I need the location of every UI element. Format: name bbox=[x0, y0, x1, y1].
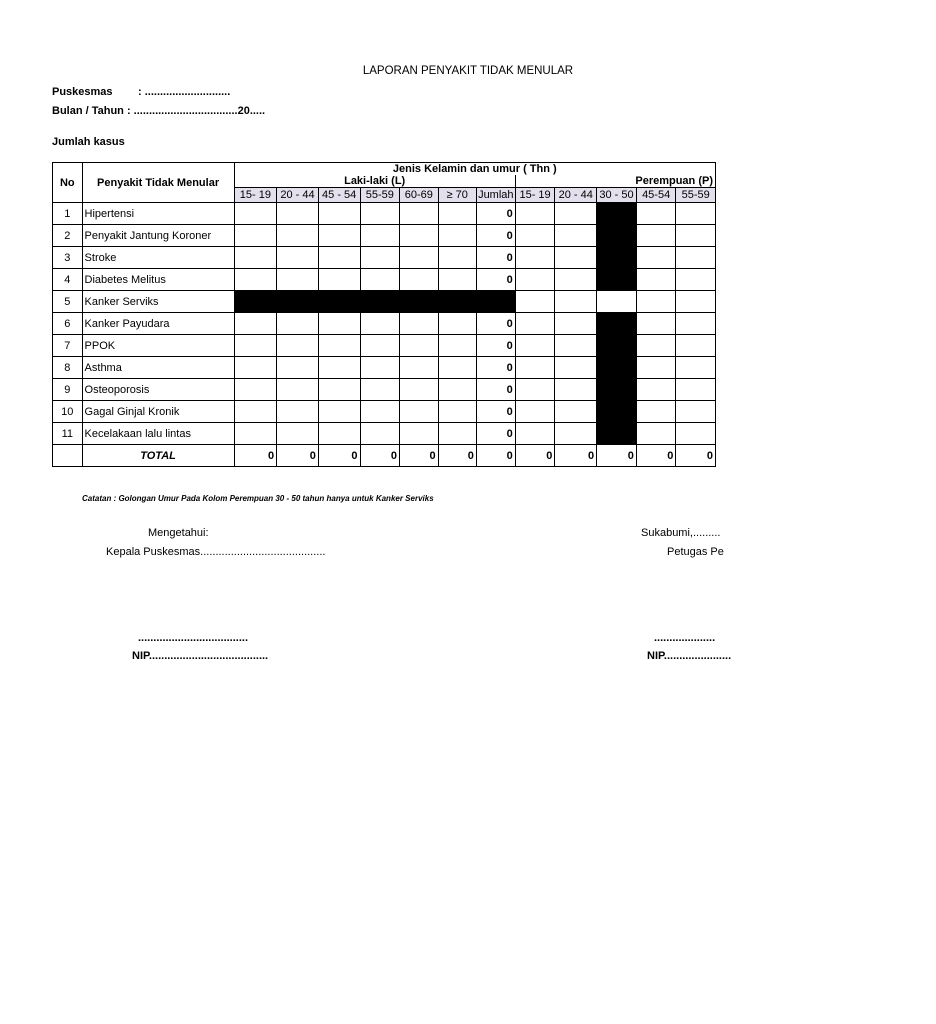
total-cell: 0 bbox=[476, 445, 515, 467]
row-disease-name: Gagal Ginjal Kronik bbox=[82, 401, 234, 423]
female-header: Perempuan (P) bbox=[515, 175, 715, 188]
data-cell bbox=[277, 423, 319, 445]
data-cell bbox=[438, 269, 476, 291]
total-cell: 0 bbox=[234, 445, 277, 467]
row-disease-name: Diabetes Melitus bbox=[82, 269, 234, 291]
nip-left: NIP....................................... bbox=[132, 650, 269, 662]
data-cell bbox=[318, 335, 360, 357]
total-cell: 0 bbox=[636, 445, 676, 467]
row-disease-name: Penyakit Jantung Koroner bbox=[82, 225, 234, 247]
data-cell bbox=[400, 269, 439, 291]
data-cell bbox=[515, 291, 555, 313]
data-cell bbox=[234, 423, 277, 445]
data-cell bbox=[318, 423, 360, 445]
total-cell: 0 bbox=[438, 445, 476, 467]
nip-right: NIP...................... bbox=[647, 650, 732, 662]
data-cell bbox=[636, 269, 676, 291]
data-cell bbox=[360, 247, 400, 269]
table-row bbox=[53, 203, 716, 225]
blocked-cell bbox=[318, 291, 360, 313]
header-row-1 bbox=[53, 163, 716, 176]
data-cell bbox=[555, 291, 597, 313]
data-cell bbox=[438, 401, 476, 423]
data-cell bbox=[555, 313, 597, 335]
data-cell bbox=[318, 247, 360, 269]
data-cell bbox=[234, 203, 277, 225]
data-cell bbox=[277, 335, 319, 357]
data-cell bbox=[277, 401, 319, 423]
total-cell: 0 bbox=[400, 445, 439, 467]
row-jumlah: 0 bbox=[476, 313, 515, 335]
data-cell bbox=[234, 247, 277, 269]
female-age-5: 55-59 bbox=[676, 188, 716, 203]
row-no: 9 bbox=[53, 379, 83, 401]
male-age-5: 60-69 bbox=[400, 188, 439, 203]
data-cell bbox=[234, 335, 277, 357]
data-cell bbox=[515, 225, 555, 247]
row-no: 4 bbox=[53, 269, 83, 291]
data-cell bbox=[234, 379, 277, 401]
blocked-cell bbox=[597, 203, 637, 225]
data-cell bbox=[360, 335, 400, 357]
data-cell bbox=[636, 357, 676, 379]
data-cell bbox=[318, 357, 360, 379]
male-header: Laki-laki (L) bbox=[234, 175, 515, 188]
row-jumlah: 0 bbox=[476, 423, 515, 445]
table-row bbox=[53, 379, 716, 401]
data-cell bbox=[676, 379, 716, 401]
data-cell bbox=[636, 291, 676, 313]
data-cell bbox=[438, 225, 476, 247]
data-cell bbox=[515, 357, 555, 379]
table-row bbox=[53, 357, 716, 379]
bulan-tahun: Bulan / Tahun : ..................................20..... bbox=[52, 105, 266, 117]
blocked-cell bbox=[597, 379, 637, 401]
data-cell bbox=[438, 357, 476, 379]
data-cell bbox=[277, 379, 319, 401]
data-cell bbox=[277, 225, 319, 247]
data-cell bbox=[555, 357, 597, 379]
data-cell bbox=[360, 423, 400, 445]
total-cell: 0 bbox=[676, 445, 716, 467]
data-cell bbox=[360, 269, 400, 291]
data-cell bbox=[555, 335, 597, 357]
data-cell bbox=[676, 335, 716, 357]
data-cell bbox=[400, 247, 439, 269]
table-row bbox=[53, 247, 716, 269]
group-header: Jenis Kelamin dan umur ( Thn ) bbox=[234, 163, 715, 176]
data-cell bbox=[438, 203, 476, 225]
row-disease-name: Stroke bbox=[82, 247, 234, 269]
data-cell bbox=[636, 247, 676, 269]
data-cell bbox=[234, 225, 277, 247]
total-cell: 0 bbox=[318, 445, 360, 467]
blocked-cell bbox=[597, 269, 637, 291]
data-cell bbox=[438, 313, 476, 335]
row-jumlah: 0 bbox=[476, 401, 515, 423]
data-cell bbox=[438, 379, 476, 401]
row-disease-name: Kanker Serviks bbox=[82, 291, 234, 313]
total-cell: 0 bbox=[597, 445, 637, 467]
data-cell bbox=[318, 379, 360, 401]
data-cell bbox=[277, 203, 319, 225]
blocked-cell bbox=[476, 291, 515, 313]
row-disease-name: PPOK bbox=[82, 335, 234, 357]
data-cell bbox=[515, 423, 555, 445]
data-cell bbox=[515, 401, 555, 423]
puskesmas-value: : ............................ bbox=[138, 86, 231, 98]
total-cell: 0 bbox=[555, 445, 597, 467]
row-jumlah: 0 bbox=[476, 203, 515, 225]
data-cell bbox=[277, 269, 319, 291]
male-age-2: 20 - 44 bbox=[277, 188, 319, 203]
data-cell bbox=[676, 247, 716, 269]
data-cell bbox=[597, 291, 637, 313]
row-no: 5 bbox=[53, 291, 83, 313]
data-cell bbox=[515, 269, 555, 291]
total-row bbox=[53, 445, 716, 467]
report-title: LAPORAN PENYAKIT TIDAK MENULAR bbox=[362, 65, 574, 77]
blocked-cell bbox=[277, 291, 319, 313]
data-cell bbox=[360, 203, 400, 225]
data-cell bbox=[555, 379, 597, 401]
blocked-cell bbox=[597, 247, 637, 269]
blocked-cell bbox=[597, 357, 637, 379]
row-jumlah: 0 bbox=[476, 269, 515, 291]
table-row bbox=[53, 401, 716, 423]
table-row bbox=[53, 335, 716, 357]
data-cell bbox=[277, 247, 319, 269]
data-cell bbox=[555, 203, 597, 225]
col-no-header: No bbox=[53, 163, 83, 203]
row-jumlah: 0 bbox=[476, 357, 515, 379]
blocked-cell bbox=[597, 423, 637, 445]
data-cell bbox=[400, 401, 439, 423]
table-row bbox=[53, 225, 716, 247]
data-cell bbox=[676, 423, 716, 445]
data-cell bbox=[515, 313, 555, 335]
data-cell bbox=[515, 335, 555, 357]
total-cell: 0 bbox=[277, 445, 319, 467]
data-cell bbox=[515, 247, 555, 269]
data-cell bbox=[234, 269, 277, 291]
row-no: 2 bbox=[53, 225, 83, 247]
blocked-cell bbox=[400, 291, 439, 313]
data-cell bbox=[318, 225, 360, 247]
data-cell bbox=[234, 357, 277, 379]
data-cell bbox=[318, 313, 360, 335]
disease-table bbox=[52, 162, 716, 467]
data-cell bbox=[438, 335, 476, 357]
blocked-cell bbox=[597, 401, 637, 423]
data-cell bbox=[636, 423, 676, 445]
data-cell bbox=[360, 225, 400, 247]
blocked-cell bbox=[597, 225, 637, 247]
data-cell bbox=[676, 401, 716, 423]
male-age-6: ≥ 70 bbox=[438, 188, 476, 203]
data-cell bbox=[318, 401, 360, 423]
jumlah-kasus-label: Jumlah kasus bbox=[52, 136, 125, 148]
data-cell bbox=[400, 423, 439, 445]
data-cell bbox=[636, 379, 676, 401]
row-no: 11 bbox=[53, 423, 83, 445]
data-cell bbox=[318, 203, 360, 225]
data-cell bbox=[555, 423, 597, 445]
data-cell bbox=[676, 291, 716, 313]
puskesmas-label: Puskesmas bbox=[52, 86, 113, 98]
data-cell bbox=[636, 225, 676, 247]
col-penyakit-header: Penyakit Tidak Menular bbox=[82, 163, 234, 203]
table-row bbox=[53, 313, 716, 335]
data-cell bbox=[360, 379, 400, 401]
data-cell bbox=[277, 313, 319, 335]
row-jumlah: 0 bbox=[476, 335, 515, 357]
row-disease-name: Osteoporosis bbox=[82, 379, 234, 401]
data-cell bbox=[555, 225, 597, 247]
row-no: 3 bbox=[53, 247, 83, 269]
data-cell bbox=[360, 313, 400, 335]
female-age-4: 45-54 bbox=[636, 188, 676, 203]
mengetahui-label: Mengetahui: bbox=[148, 527, 209, 539]
data-cell bbox=[676, 313, 716, 335]
kepala-puskesmas: Kepala Puskesmas......................................... bbox=[106, 546, 326, 558]
male-age-3: 45 - 54 bbox=[318, 188, 360, 203]
blocked-cell bbox=[438, 291, 476, 313]
data-cell bbox=[676, 269, 716, 291]
female-age-2: 20 - 44 bbox=[555, 188, 597, 203]
data-cell bbox=[400, 313, 439, 335]
row-jumlah: 0 bbox=[476, 379, 515, 401]
row-no: 10 bbox=[53, 401, 83, 423]
male-age-4: 55-59 bbox=[360, 188, 400, 203]
data-cell bbox=[360, 357, 400, 379]
data-cell bbox=[360, 401, 400, 423]
data-cell bbox=[400, 203, 439, 225]
male-jumlah-header: Jumlah bbox=[478, 189, 514, 201]
data-cell bbox=[400, 357, 439, 379]
data-cell bbox=[234, 401, 277, 423]
data-cell bbox=[400, 379, 439, 401]
blocked-cell bbox=[360, 291, 400, 313]
data-cell bbox=[636, 401, 676, 423]
row-disease-name: Hipertensi bbox=[82, 203, 234, 225]
data-cell bbox=[636, 313, 676, 335]
signature-line-right: .................... bbox=[654, 632, 716, 644]
data-cell bbox=[515, 379, 555, 401]
data-cell bbox=[400, 225, 439, 247]
data-cell bbox=[515, 203, 555, 225]
data-cell bbox=[636, 203, 676, 225]
row-disease-name: Kecelakaan lalu lintas bbox=[82, 423, 234, 445]
data-cell bbox=[676, 357, 716, 379]
row-jumlah: 0 bbox=[476, 247, 515, 269]
row-no: 8 bbox=[53, 357, 83, 379]
row-no: 6 bbox=[53, 313, 83, 335]
sukabumi-date: Sukabumi,......... bbox=[641, 527, 721, 539]
data-cell bbox=[555, 247, 597, 269]
data-cell bbox=[438, 247, 476, 269]
male-age-1: 15- 19 bbox=[234, 188, 277, 203]
total-label: TOTAL bbox=[82, 445, 234, 467]
data-cell bbox=[676, 225, 716, 247]
data-cell bbox=[234, 313, 277, 335]
data-cell bbox=[676, 203, 716, 225]
table-row bbox=[53, 291, 716, 313]
row-jumlah: 0 bbox=[476, 225, 515, 247]
data-cell bbox=[636, 335, 676, 357]
data-cell bbox=[438, 423, 476, 445]
data-cell bbox=[277, 357, 319, 379]
total-cell: 0 bbox=[515, 445, 555, 467]
blocked-cell bbox=[597, 313, 637, 335]
blocked-cell bbox=[234, 291, 277, 313]
blocked-cell bbox=[597, 335, 637, 357]
female-age-3: 30 - 50 bbox=[597, 188, 637, 203]
row-no: 7 bbox=[53, 335, 83, 357]
row-disease-name: Kanker Payudara bbox=[82, 313, 234, 335]
table-row bbox=[53, 269, 716, 291]
row-no: 1 bbox=[53, 203, 83, 225]
signature-line-left: .................................... bbox=[138, 632, 249, 644]
data-cell bbox=[555, 269, 597, 291]
table-row bbox=[53, 423, 716, 445]
data-cell bbox=[400, 335, 439, 357]
petugas-label: Petugas Pe bbox=[667, 546, 724, 558]
total-cell: 0 bbox=[360, 445, 400, 467]
data-cell bbox=[318, 269, 360, 291]
row-disease-name: Asthma bbox=[82, 357, 234, 379]
data-cell bbox=[555, 401, 597, 423]
female-age-1: 15- 19 bbox=[515, 188, 555, 203]
catatan-note: Catatan : Golongan Umur Pada Kolom Perempuan 30 - 50 tahun hanya untuk Kanker Serviks bbox=[82, 494, 434, 503]
